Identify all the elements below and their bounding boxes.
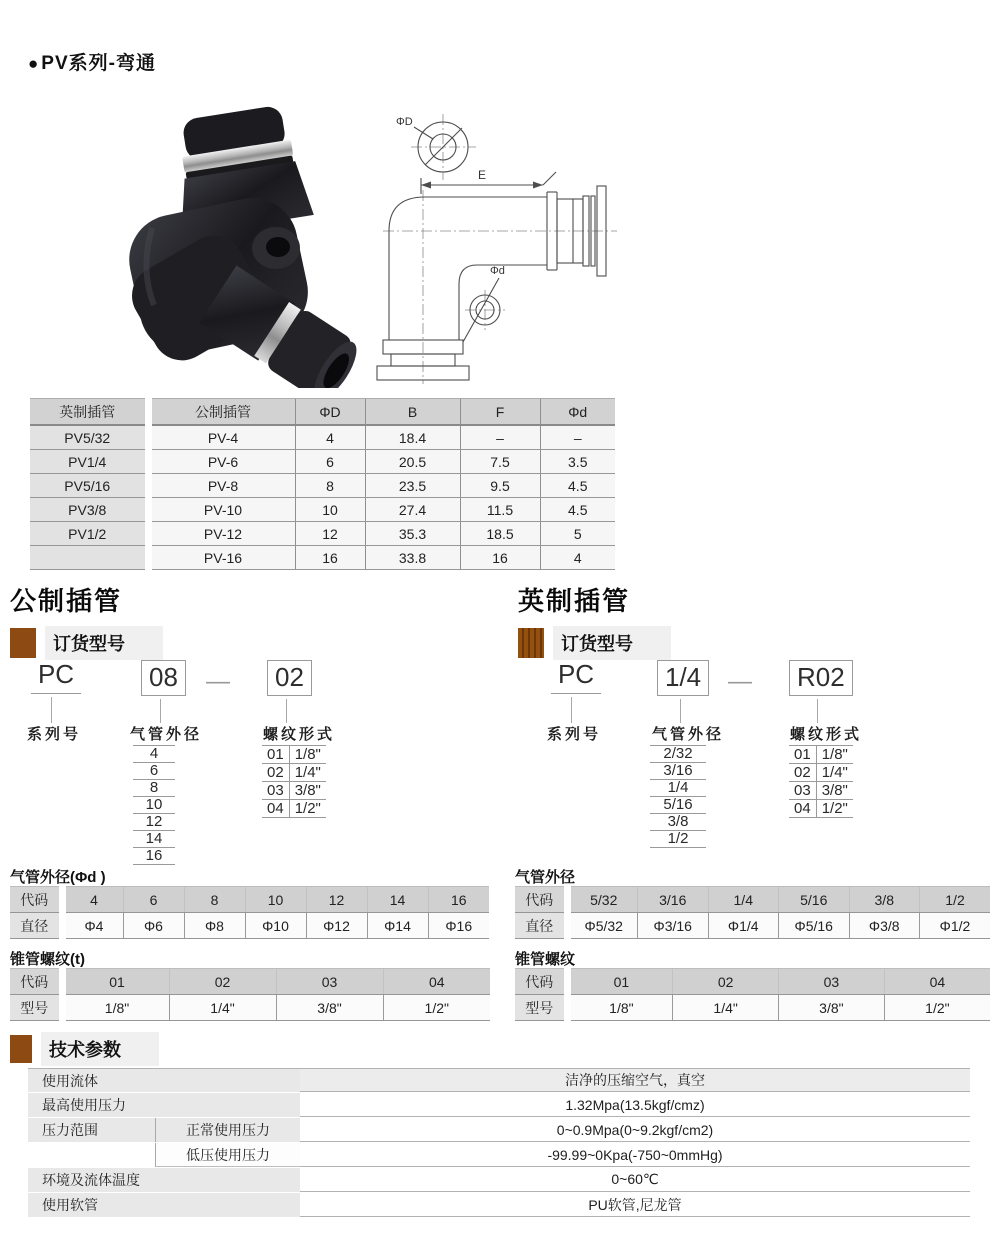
accent-square-icon [10,628,36,658]
thread-size: 3/8" [289,782,326,800]
thread-option [789,746,853,764]
imperial-code-size: 1/4 [657,660,709,696]
metric-od-table [10,886,489,939]
row-label: 直径 [10,913,62,939]
cell: 1/8" [62,995,169,1021]
row-label: 型号 [10,995,62,1021]
cell: 1/4" [169,995,276,1021]
cell: 03 [779,969,885,995]
cell: Φ5/32 [567,913,638,939]
table-row [30,450,615,474]
size-option: 12 [133,814,175,831]
tech-label: 压力范围 [28,1118,155,1142]
thread-code: 02 [789,764,816,782]
fitting-side-hole [252,227,300,269]
metric-thread-table [10,968,490,1021]
row-label: 代码 [515,887,567,913]
table-row [30,474,615,498]
table-row [30,425,615,450]
accent-square-icon [10,1035,32,1063]
cell: Φ1/4 [708,913,779,939]
accent-square-striped-icon [518,628,544,658]
cell: Φ1/2 [920,913,991,939]
metric-code-size: 08 [141,660,186,696]
cell: Φ5/16 [779,913,850,939]
metric-section-heading: 公制插管 [10,586,123,616]
table-row [10,913,489,939]
size-option: 1/2 [650,831,706,848]
col-header: B [365,399,460,426]
imperial-thread-table [515,968,990,1021]
col-header: Φd [540,399,615,426]
imperial-thread-table-title: 锥管螺纹 [515,951,576,968]
cell: 20.5 [365,450,460,474]
connector-line [571,697,572,723]
size-option: 3/16 [650,763,706,780]
row-label: 代码 [515,969,567,995]
cell: 18.5 [460,522,540,546]
cell: 1/2 [920,887,991,913]
technical-drawing [375,100,665,390]
cell: 04 [884,969,990,995]
cell: 1/4" [673,995,779,1021]
thread-size: 1/2" [289,800,326,818]
table-row [515,995,990,1021]
table-row [515,913,990,939]
thread-form-label: 螺纹形式 [790,726,863,743]
connector-line [51,697,52,723]
col-header: 公制插管 [148,399,295,426]
cell: 12 [306,887,367,913]
tech-label: 环境及流体温度 [28,1168,300,1192]
cell: 5 [540,522,615,546]
order-label: 订货型号 [553,626,671,660]
bullet-icon: ● [28,54,40,73]
tube-od-label: 气管外径 [652,726,725,743]
table-row [515,887,990,913]
spec-table [30,398,615,570]
imperial-code-dash: — [728,668,752,695]
cell: 10 [245,887,306,913]
thread-size: 1/8" [816,746,853,764]
series-label: 系列号 [547,726,602,743]
row-label: 型号 [515,995,567,1021]
metric-order-strip [10,626,163,660]
cell: 23.5 [365,474,460,498]
cell: 14 [367,887,428,913]
cell: PV5/16 [30,474,148,498]
cell: PV-10 [148,498,295,522]
row-label: 代码 [10,969,62,995]
imperial-thread-options [789,745,853,818]
metric-code-dash: — [206,668,230,695]
thread-size: 1/2" [816,800,853,818]
cell: 8 [184,887,245,913]
thread-code: 01 [262,746,289,764]
cell [30,546,148,570]
cell: 1/8" [567,995,673,1021]
cell: 10 [295,498,365,522]
cell: PV3/8 [30,498,148,522]
cell: – [460,425,540,450]
size-option: 6 [133,763,175,780]
tech-label: 使用流体 [28,1068,300,1092]
tech-row [28,1068,970,1092]
thread-code: 03 [262,782,289,800]
cell: 16 [460,546,540,570]
table-row [30,546,615,570]
tech-row [28,1168,970,1192]
row-label: 直径 [515,913,567,939]
metric-thread-table-title: 锥管螺纹(t) [10,951,85,968]
tech-sub-label: 低压使用压力 [155,1143,300,1167]
tech-value: 1.32Mpa(13.5kgf/cmz) [300,1093,970,1117]
cell: 7.5 [460,450,540,474]
cell: 3/8" [779,995,885,1021]
col-header: F [460,399,540,426]
cell: Φ3/16 [638,913,709,939]
metric-code-series: PC [31,659,81,694]
cell: PV-8 [148,474,295,498]
tech-value: 0~60℃ [300,1168,970,1192]
order-label: 订货型号 [45,626,163,660]
imperial-order-strip [518,626,671,660]
page-title [28,48,156,75]
cell: 1/2" [383,995,490,1021]
tech-value: 0~0.9Mpa(0~9.2kgf/cm2) [300,1118,970,1142]
thread-option [789,800,853,818]
tube-od-label: 气管外径 [130,726,203,743]
cell: 6 [123,887,184,913]
cell: Φ6 [123,913,184,939]
thread-option [262,782,326,800]
cell: 4 [295,425,365,450]
thread-form-label: 螺纹形式 [263,726,336,743]
thread-code: 01 [789,746,816,764]
metric-size-options [133,745,175,865]
thread-code: 04 [789,800,816,818]
connector-line [817,699,818,723]
dim-phiD-label: ΦD [396,116,413,128]
cell: 5/32 [567,887,638,913]
col-header: ΦD [295,399,365,426]
col-header: 英制插管 [30,399,148,426]
thread-option [262,800,326,818]
imperial-section-heading: 英制插管 [518,586,631,616]
cell: 1/2" [884,995,990,1021]
tech-label: 最高使用压力 [28,1093,300,1117]
cell: Φ8 [184,913,245,939]
table-row [515,969,990,995]
cell: 01 [567,969,673,995]
size-option: 4 [133,746,175,763]
page-title-text: PV系列-弯通 [41,53,156,74]
cell: PV1/2 [30,522,148,546]
series-label: 系列号 [27,726,82,743]
cell: 4.5 [540,498,615,522]
tech-sub-label: 正常使用压力 [155,1118,300,1142]
cell: 27.4 [365,498,460,522]
cell: PV-12 [148,522,295,546]
cell: 16 [295,546,365,570]
table-row [30,498,615,522]
tech-value: 洁净的压缩空气，真空 [300,1068,970,1092]
metric-thread-options [262,745,326,818]
cell: Φ4 [62,913,123,939]
cell: 3/8" [276,995,383,1021]
tech-value: PU软管,尼龙管 [300,1193,970,1217]
metric-od-table-title: 气管外径(Φd ) [10,869,106,886]
thread-size: 3/8" [816,782,853,800]
tech-label [28,1143,155,1167]
dim-phid-label: Φd [490,265,505,277]
cell: PV5/32 [30,425,148,450]
cell: 4.5 [540,474,615,498]
connector-line [286,699,287,723]
cell: 8 [295,474,365,498]
cell: 01 [62,969,169,995]
imperial-od-table [515,886,990,939]
thread-code: 02 [262,764,289,782]
cell: 11.5 [460,498,540,522]
cell: 03 [276,969,383,995]
size-option: 5/16 [650,797,706,814]
connector-line [680,699,681,723]
tech-value: -99.99~0Kpa(-750~0mmHg) [300,1143,970,1167]
cell: 4 [62,887,123,913]
cell: PV-4 [148,425,295,450]
cell: 12 [295,522,365,546]
tech-row [28,1143,970,1167]
thread-size: 1/4" [816,764,853,782]
cell: – [540,425,615,450]
thread-option [262,764,326,782]
cell: 5/16 [779,887,850,913]
cell: 16 [428,887,489,913]
thread-option [262,746,326,764]
cell: 3/8 [849,887,920,913]
thread-option [789,782,853,800]
cell: Φ14 [367,913,428,939]
imperial-code-series: PC [551,659,601,694]
tech-params-strip [10,1032,159,1066]
cell: 4 [540,546,615,570]
cell: PV-16 [148,546,295,570]
cell: PV1/4 [30,450,148,474]
product-photo [68,98,378,388]
size-option: 1/4 [650,780,706,797]
cell: 02 [673,969,779,995]
size-option: 14 [133,831,175,848]
row-label: 代码 [10,887,62,913]
table-row [10,969,490,995]
cell: 9.5 [460,474,540,498]
imperial-code-thread: R02 [789,660,853,696]
table-row [30,522,615,546]
cell: 02 [169,969,276,995]
thread-size: 1/8" [289,746,326,764]
table-row [10,887,489,913]
size-option: 2/32 [650,746,706,763]
spec-header-row [30,399,615,426]
metric-code-thread: 02 [267,660,312,696]
imperial-od-table-title: 气管外径 [515,869,576,886]
size-option: 16 [133,848,175,865]
cell: Φ12 [306,913,367,939]
size-option: 8 [133,780,175,797]
tech-label: 使用软管 [28,1193,300,1217]
thread-code: 03 [789,782,816,800]
cell: Φ3/8 [849,913,920,939]
thread-size: 1/4" [289,764,326,782]
imperial-size-options [650,745,706,848]
size-option: 3/8 [650,814,706,831]
cell: PV-6 [148,450,295,474]
cell: Φ10 [245,913,306,939]
tech-row [28,1093,970,1117]
tech-row [28,1193,970,1217]
thread-code: 04 [262,800,289,818]
tech-row [28,1118,970,1142]
table-row [10,995,490,1021]
cell: 33.8 [365,546,460,570]
cell: Φ16 [428,913,489,939]
dim-E-label: E [478,168,487,182]
connector-line [160,699,161,723]
cell: 3.5 [540,450,615,474]
size-option: 10 [133,797,175,814]
tech-params-title: 技术参数 [41,1032,159,1066]
cell: 18.4 [365,425,460,450]
cell: 1/4 [708,887,779,913]
cell: 3/16 [638,887,709,913]
thread-option [789,764,853,782]
cell: 04 [383,969,490,995]
cell: 35.3 [365,522,460,546]
cell: 6 [295,450,365,474]
